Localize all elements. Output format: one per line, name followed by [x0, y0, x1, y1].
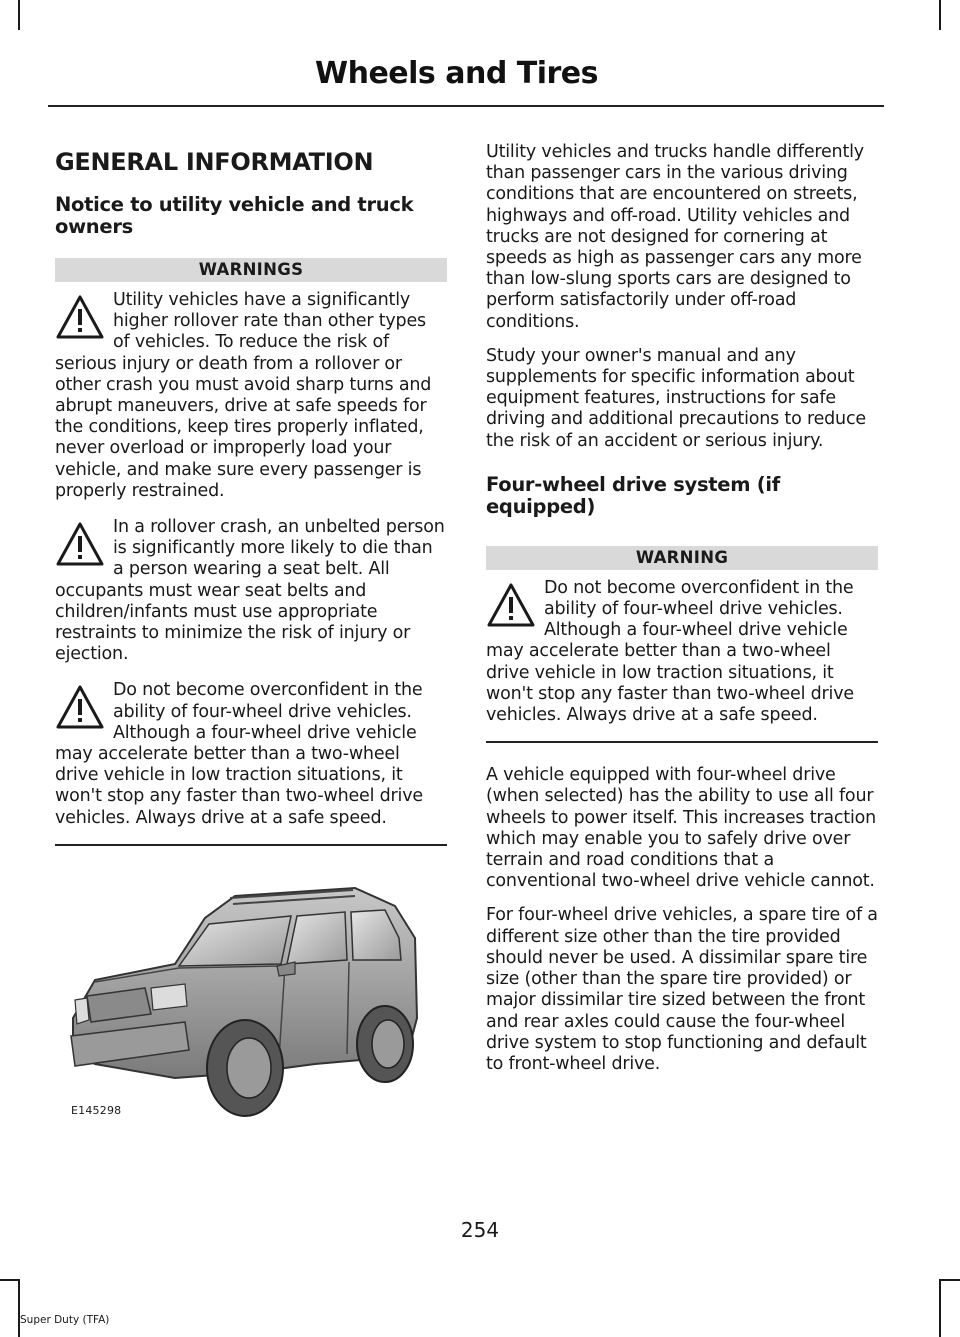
crop-mark-bottom-left-v	[18, 1279, 20, 1337]
warning-item	[486, 578, 878, 726]
warning-triangle-icon	[55, 684, 105, 730]
crop-mark-bottom-left	[0, 1279, 18, 1281]
crop-mark-top-left	[18, 0, 20, 30]
suv-illustration	[55, 868, 447, 1158]
figure-code: E145298	[71, 1103, 122, 1117]
paragraph: A vehicle equipped with four-wheel drive (when selected) has the ability to use all four wheels to power itself. This increases traction which may enable you to safely drive over terrain and road conditions that a conventional two-wheel drive vehicle cannot.	[486, 765, 877, 892]
warning-end-rule	[55, 844, 447, 846]
header-rule	[48, 105, 884, 107]
warnings-heading: WARNINGS	[55, 258, 447, 282]
paragraph: Study your owner's manual and any supplements for specific information about equipment features, instructions for safe driving and additional precautions to reduce the risk of an accident or serious injury.	[486, 345, 866, 451]
warning-heading: WARNING	[486, 546, 878, 570]
page-number: 254	[460, 1218, 500, 1242]
warning-end-rule	[486, 741, 878, 743]
warning-text: Utility vehicles have a significantly higher rollover rate than other types of vehicles. To reduce the risk of serious injury or death from a rollover or other crash you must avoid sharp turns and abrupt maneuvers, drive at safe speeds for the conditions, keep tires properly inflated, never overload or improperly load your vehicle, and make sure every passenger is properly restrained.	[55, 290, 432, 501]
warning-text: Do not become overconfident in the ability of four-wheel drive vehicles. Although a four-wheel drive vehicle may accelerate better than a two-wheel drive vehicle in low traction situations, it won't stop any faster than two-wheel drive vehicles. Always drive at a safe speed.	[486, 577, 854, 726]
paragraph: Utility vehicles and trucks handle differently than passenger cars in the various driving conditions that are encountered on streets, highways and off-road. Utility vehicles and trucks are not designed for cornering at speeds as high as passenger cars any more than low-slung sports cars are designed to perform satisfactorily under off-road conditions.	[486, 142, 864, 332]
warning-text: Do not become overconfident in the ability of four-wheel drive vehicles. Although a four-wheel drive vehicle may accelerate better than a two-wheel drive vehicle in low traction situations, it won't stop any faster than two-wheel drive vehicles. Always drive at a safe speed.	[55, 680, 423, 828]
subsection-title-4wd: Four-wheel drive system (if equipped)	[486, 472, 780, 518]
warning-triangle-icon	[486, 582, 536, 628]
warning-text: In a rollover crash, an unbelted person is significantly more likely to die than a person wearing a seat belt. All occupants must wear seat belts and children/infants must use appropriate restraints to minimize the risk of injury or ejection.	[55, 517, 445, 665]
crop-mark-bottom-right-v	[939, 1279, 941, 1337]
footer-model: Super Duty (TFA)	[20, 1314, 110, 1326]
warning-item	[55, 680, 447, 828]
section-title: GENERAL INFORMATION	[55, 148, 374, 176]
right-column	[486, 142, 878, 1088]
warning-triangle-icon	[55, 294, 105, 340]
warning-item	[55, 290, 447, 502]
suv-drawing	[55, 868, 447, 1138]
subsection-title: Notice to utility vehicle and truck owners	[55, 193, 414, 238]
page-header-title: Wheels and Tires	[315, 56, 598, 91]
crop-mark-bottom-right	[941, 1279, 960, 1281]
warning-item	[55, 517, 447, 665]
left-column	[55, 142, 447, 1158]
crop-mark-top-right	[939, 0, 941, 30]
warning-triangle-icon	[55, 521, 105, 567]
paragraph: For four-wheel drive vehicles, a spare tire of a different size other than the tire provided should never be used. A dissimilar spare tire size (other than the spare tire provided) or major dissimilar tire sized between the front and rear axles could cause the four-wheel drive system to stop functioning and default to front-wheel drive.	[486, 905, 878, 1074]
